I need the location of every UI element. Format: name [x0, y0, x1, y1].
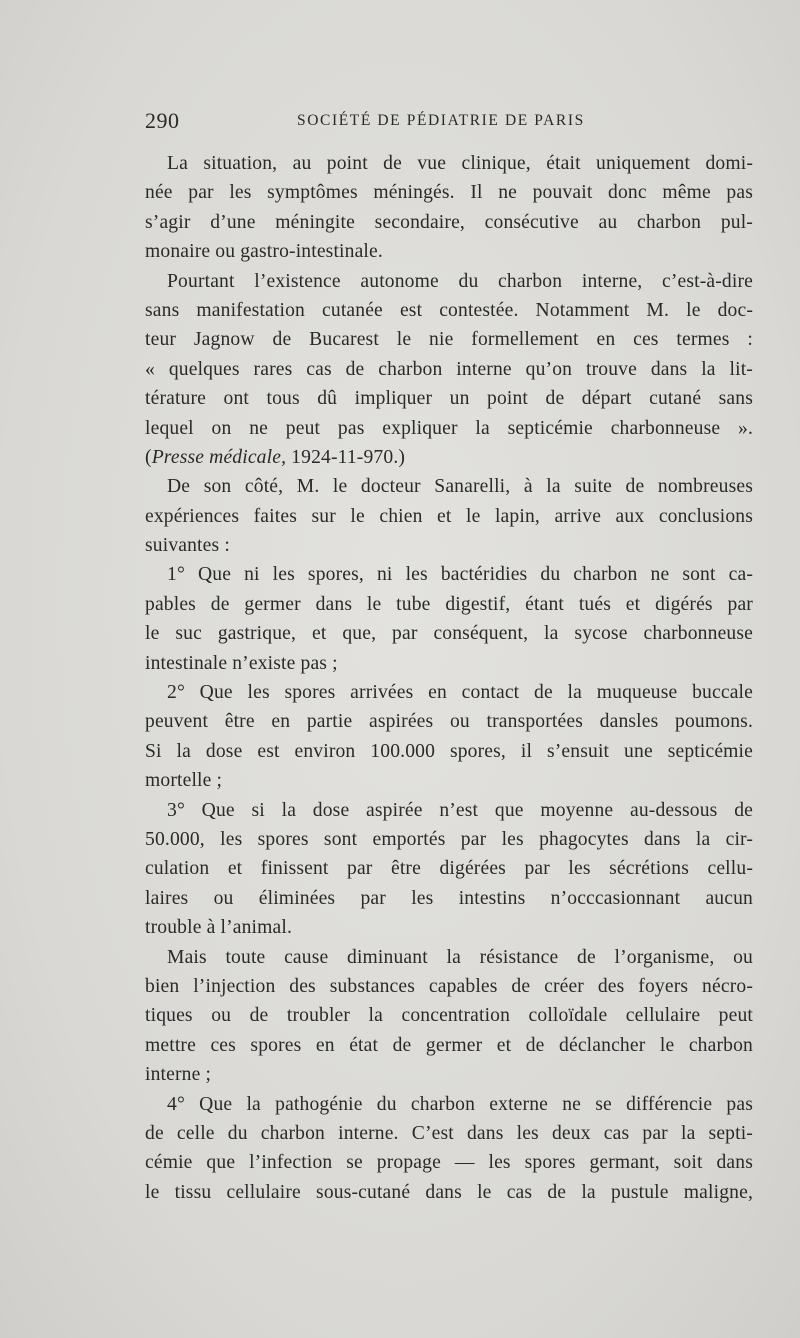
- text-line: « quelques rares cas de charbon interne qu’on trouve dans la lit-: [145, 358, 753, 380]
- citation-reference: 1924-11-970.): [286, 446, 406, 468]
- text-line: cémie que l’infection se propage — les spores germant, soit dans: [145, 1152, 753, 1174]
- text-line: tiques ou de troubler la concentration colloïdale cellulaire peut: [145, 1005, 753, 1027]
- text-line: Mais toute cause diminuant la résistance de l’organisme, ou: [167, 946, 753, 968]
- text-line: pables de germer dans le tube digestif, étant tués et digérés par: [145, 593, 753, 615]
- text-line: intestinale n’existe pas ;: [145, 652, 338, 674]
- text-line: [145, 443, 753, 472]
- text-line: teur Jagnow de Bucarest le nie formellement en ces termes :: [145, 329, 753, 351]
- text-line: 1° Que ni les spores, ni les bactéridies du charbon ne sont ca-: [167, 564, 753, 586]
- text-line: trouble à l’animal.: [145, 917, 293, 939]
- text-line: monaire ou gastro-intestinale.: [145, 241, 383, 263]
- text-line: s’agir d’une méningite secondaire, consécutive au charbon pul-: [145, 211, 753, 233]
- text-line: La situation, au point de vue clinique, était uniquement domi-: [167, 153, 753, 174]
- text-line: De son côté, M. le docteur Sanarelli, à la suite de nombreuses: [167, 476, 753, 498]
- text-line-prefix: (: [145, 446, 152, 468]
- text-line: suivantes :: [145, 535, 230, 557]
- text-line: mettre ces spores en état de germer et de déclancher le charbon: [145, 1034, 753, 1056]
- text-line: 3° Que si la dose aspirée n’est que moyenne au-dessous de: [167, 799, 753, 821]
- text-line: expériences faites sur le chien et le lapin, arrive aux conclusions: [145, 505, 753, 527]
- page-number: 290: [145, 108, 180, 133]
- text-line: Pourtant l’existence autonome du charbon interne, c’est-à-dire: [167, 270, 753, 292]
- text-line: bien l’injection des substances capables de créer des foyers nécro-: [145, 975, 753, 997]
- text-line: interne ;: [145, 1064, 212, 1086]
- text-line: mortelle ;: [145, 770, 223, 792]
- text-line: peuvent être en partie aspirées ou transportées dansles poumons.: [145, 711, 753, 733]
- running-head: SOCIÉTÉ DE PÉDIATRIE DE PARIS: [297, 112, 585, 129]
- text-line: sans manifestation cutanée est contestée. Notamment M. le doc-: [145, 299, 753, 321]
- text-line: lequel on ne peut pas expliquer la septicémie charbonneuse ».: [145, 417, 753, 439]
- text-line: le tissu cellulaire sous-cutané dans le cas de la pustule maligne,: [145, 1181, 753, 1203]
- text-line: née par les symptômes méningés. Il ne pouvait donc même pas: [145, 182, 753, 204]
- page-header: [145, 108, 751, 142]
- text-line: 50.000, les spores sont emportés par les phagocytes dans la cir-: [145, 828, 753, 850]
- text-line: 2° Que les spores arrivées en contact de la muqueuse buccale: [167, 682, 753, 704]
- text-line: culation et finissent par être digérées par les sécrétions cellu-: [145, 858, 753, 880]
- body-text: [145, 149, 753, 1207]
- text-line: de celle du charbon interne. C’est dans les deux cas par la septi-: [145, 1122, 753, 1144]
- citation-title: Presse médicale,: [151, 446, 287, 468]
- text-line: laires ou éliminées par les intestins n’occcasionnant aucun: [145, 887, 753, 909]
- text-line: le suc gastrique, et que, par conséquent, la sycose charbonneuse: [145, 623, 753, 645]
- text-line: 4° Que la pathogénie du charbon externe ne se différencie pas: [167, 1093, 753, 1115]
- text-line: Si la dose est environ 100.000 spores, il s’ensuit une septicémie: [145, 740, 753, 762]
- text-line: térature ont tous dû impliquer un point de départ cutané sans: [145, 388, 753, 410]
